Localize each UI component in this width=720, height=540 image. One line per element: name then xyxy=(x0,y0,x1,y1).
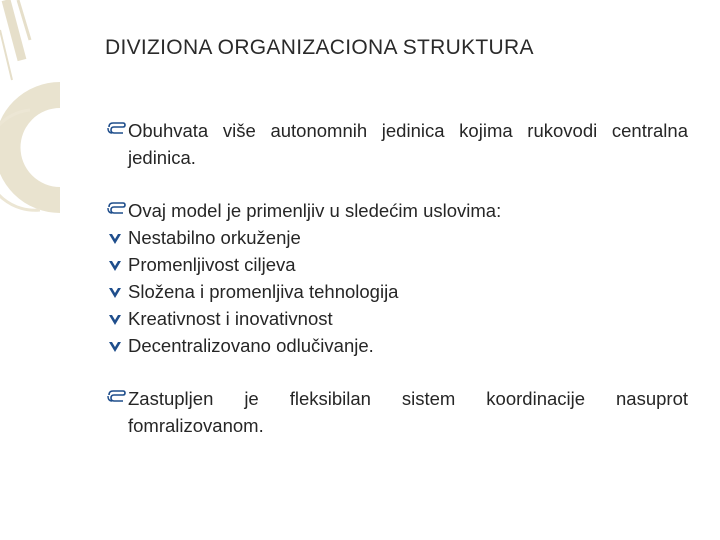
scroll-bullet-icon xyxy=(106,117,126,144)
condition-text: Nestabilno orkuženje xyxy=(128,227,301,248)
checkmark-bullet-icon xyxy=(108,286,122,299)
checkmark-bullet-icon xyxy=(108,313,122,326)
condition-item xyxy=(104,305,688,332)
checkmark-bullet-icon xyxy=(108,259,122,272)
decorative-arcs xyxy=(0,0,60,230)
bullet-text: Obuhvata više autonomnih jedinica kojima rukovodi centralna jedinica. xyxy=(128,120,688,168)
condition-text: Promenljivost ciljeva xyxy=(128,254,296,275)
bullet-item xyxy=(104,385,688,439)
bullet-text: Ovaj model je primenljiv u sledećim uslovima: xyxy=(128,200,502,221)
bullet-item xyxy=(104,117,688,171)
condition-item xyxy=(104,278,688,305)
bullet-item xyxy=(104,197,688,224)
condition-text: Kreativnost i inovativnost xyxy=(128,308,333,329)
checkmark-bullet-icon xyxy=(108,340,122,353)
condition-text: Složena i promenljiva tehnologija xyxy=(128,281,399,302)
slide-title: DIVIZIONA ORGANIZACIONA STRUKTURA xyxy=(105,36,534,59)
scroll-bullet-icon xyxy=(106,385,126,412)
scroll-bullet-icon xyxy=(106,197,126,224)
checkmark-bullet-icon xyxy=(108,232,122,245)
condition-item xyxy=(104,251,688,278)
bullet-text: Zastupljen je fleksibilan sistem koordinacije nasuprot fomralizovanom. xyxy=(128,388,688,436)
condition-item xyxy=(104,332,688,359)
condition-text: Decentralizovano odlučivanje. xyxy=(128,335,374,356)
slide-body xyxy=(104,117,688,439)
condition-item xyxy=(104,224,688,251)
